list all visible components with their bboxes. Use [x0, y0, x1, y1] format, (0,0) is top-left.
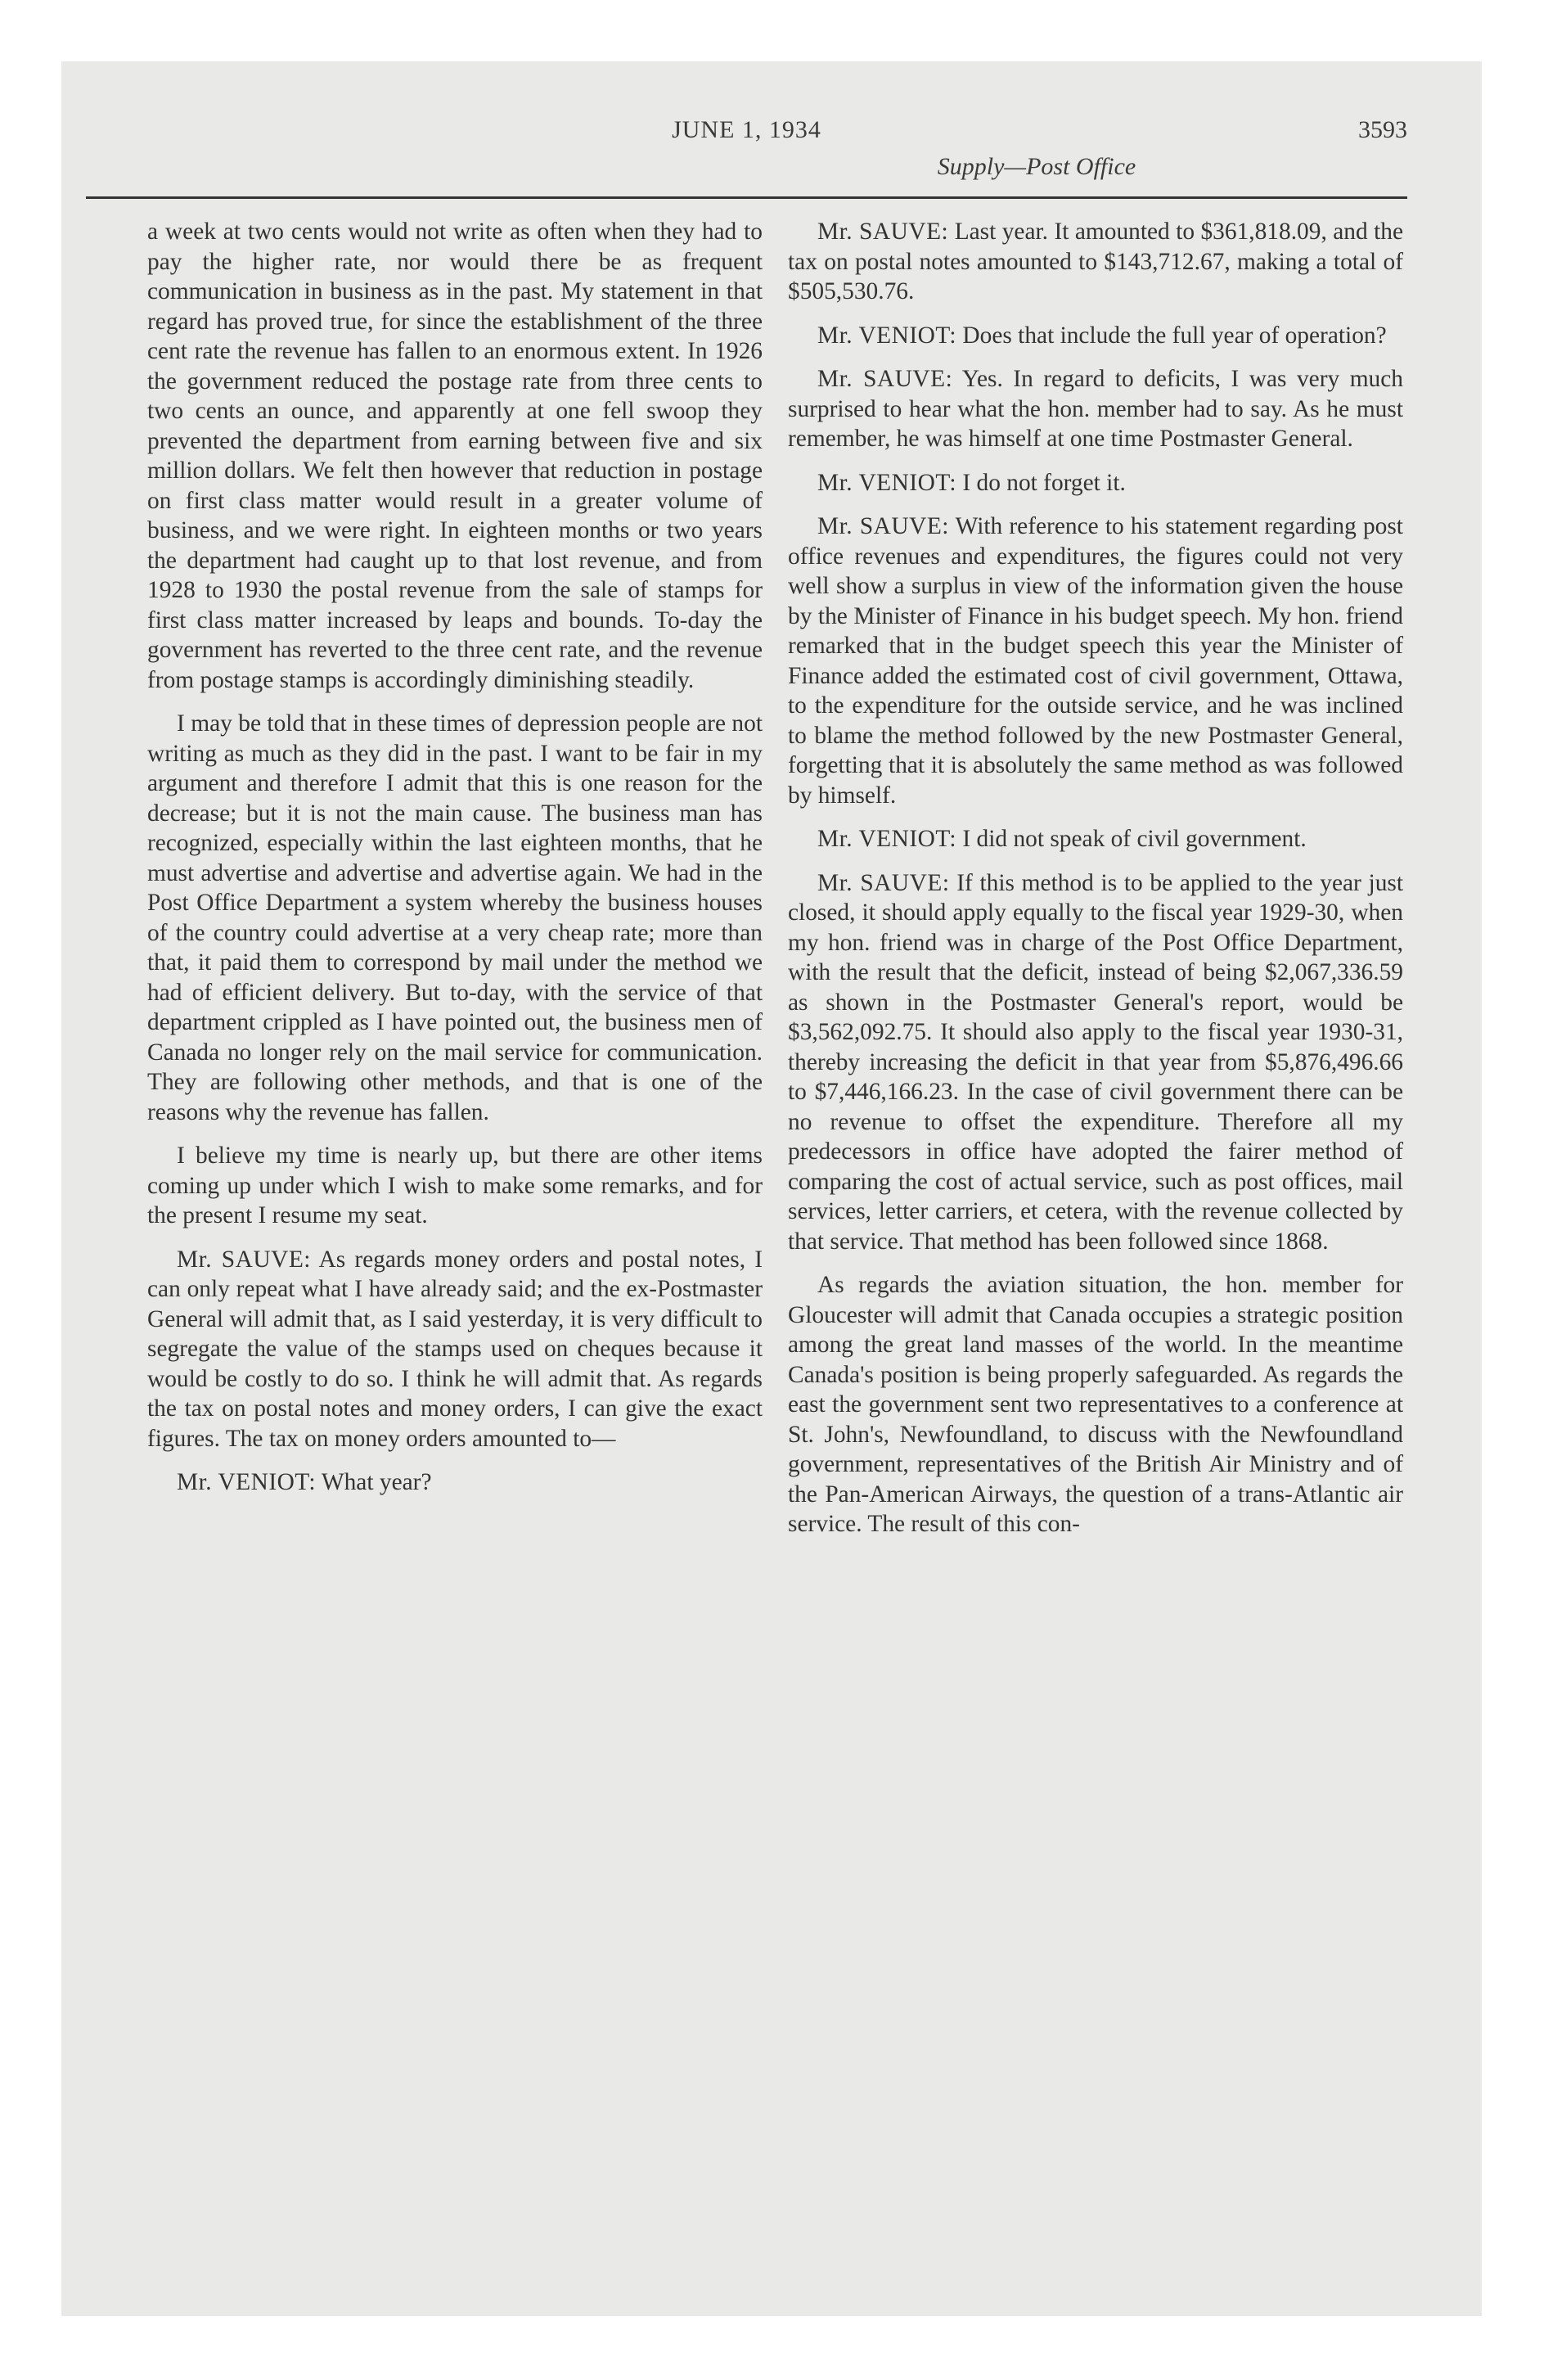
paragraph-text: What year? [321, 1469, 432, 1495]
paragraph-text: As regards the aviation situation, the hon. member for Gloucester will admit that Canada occupies a strategic position among the great land masses of the world. In the meantime Canada's position is being properly safeguarded. As regards the east the government sent two representatives to a conference at St. John's, Newfoundland, to discuss with the Newfoundland government, representatives of the British Air Ministry and of the Pan-American Airways, the question of a trans-Atlantic air service. The result of this con- [788, 1272, 1403, 1537]
paragraph-text: I believe my time is nearly up, but there are other items coming up under which I wish to make some remarks, and for the present I resume my seat. [147, 1143, 763, 1228]
speech-paragraph [788, 321, 1403, 351]
speaker-name: Mr. SAUVE: [817, 219, 949, 245]
paragraph [788, 1270, 1403, 1539]
paragraph-text: I may be told that in these times of depression people are not writing as much as they did in the past. I want to be fair in my argument and therefore I admit that this is one reason for the decrease; but it is not the main cause. The business man has recognized, especially within the last eighteen months, that he must advertise and advertise and advertise again. We had in the Post Office Department a system whereby the business houses of the country could advertise at a very cheap rate; more than that, it paid them to correspond by mail under the method we had of efficient delivery. But to-day, with the service of that department crippled as I have pointed out, the business men of Canada no longer rely on the mail service for communication. They are following other methods, and that is one of the reasons why the revenue has fallen. [147, 710, 763, 1125]
paragraph [147, 709, 763, 1127]
speaker-name: Mr. VENIOT: [177, 1469, 317, 1495]
speech-paragraph [788, 364, 1403, 454]
speech-paragraph [788, 824, 1403, 854]
speaker-name: Mr. VENIOT: [817, 322, 957, 349]
header-rule [86, 196, 1407, 199]
right-column [788, 217, 1403, 1553]
header-section-title: Supply—Post Office [937, 153, 1136, 180]
speech-paragraph [147, 1245, 763, 1454]
speaker-name: Mr. VENIOT: [817, 826, 957, 852]
speech-paragraph [788, 217, 1403, 307]
speech-paragraph [788, 868, 1403, 1257]
speech-paragraph [788, 468, 1403, 498]
paragraph [147, 1141, 763, 1231]
paragraph-text: Yes. In regard to deficits, I was very much surprised to hear what the hon. member had to say. As he must remember, he was himself at one time Postmaster General. [788, 366, 1403, 452]
speaker-name: Mr. VENIOT: [817, 469, 957, 496]
speaker-name: Mr. SAUVE: [177, 1246, 311, 1273]
page-header [86, 116, 1407, 198]
paragraph-text: Last year. It amounted to $361,818.09, and the tax on postal notes amounted to $143,712.67, making a total of $505,530.76. [788, 219, 1404, 304]
paragraph-text: If this method is to be applied to the year just closed, it should apply equally to the fiscal year 1929-30, when my hon. friend was in charge of the Post Office Department, with the result that the deficit, instead of being $2,067,336.59 as shown in the Postmaster General's report, would be $3,562,092.75. It should also apply to the fiscal year 1930-31, thereby increasing the deficit in that year from $5,876,496.66 to $7,446,166.23. In the case of civil government there can be no revenue to offset the expenditure. Therefore all my predecessors in office have adopted the fairer method of comparing the cost of actual service, such as post offices, mail services, letter carriers, et cetera, with the revenue collected by that service. That method has been followed since 1868. [788, 869, 1403, 1255]
paragraph [147, 217, 763, 695]
paragraph-text: a week at two cents would not write as often when they had to pay the higher rate, nor would there be as frequent communication in business as in the past. My statement in that regard has proved true, for since the establishment of the three cent rate the revenue has fallen to an enormous extent. In 1926 the government reduced the postage rate from three cents to two cents an ounce, and apparently at one fell swoop they prevented the department from earning between five and six million dollars. We felt then however that reduction in postage on first class matter would result in a greater volume of business, and we were right. In eighteen months or two years the department had caught up to that lost revenue, and from 1928 to 1930 the postal revenue from the sale of stamps for first class matter increased by leaps and bounds. To-day the government has reverted to the three cent rate, and the revenue from postage stamps is accordingly diminishing steadily. [147, 219, 763, 693]
speaker-name: Mr. SAUVE: [817, 513, 949, 539]
speaker-name: Mr. SAUVE: [817, 366, 953, 392]
speech-paragraph [788, 512, 1403, 810]
speaker-name: Mr. SAUVE: [817, 869, 950, 896]
paragraph-text: I do not forget it. [962, 469, 1126, 496]
paragraph-text: As regards money orders and postal notes, I can only repeat what I have already said; and the ex-Postmaster General will admit that, as I said yesterday, it is very difficult to segregate the value of the stamps used on cheques because it would be costly to do so. I think he will admit that. As regards the tax on postal notes and money orders, I can give the exact figures. The tax on money orders amounted to— [147, 1246, 763, 1452]
paragraph-text: Does that include the full year of operation? [962, 322, 1387, 349]
left-column [147, 217, 763, 1512]
paragraph-text: I did not speak of civil government. [962, 826, 1307, 852]
header-date: JUNE 1, 1934 [672, 116, 821, 143]
header-page-number: 3593 [1358, 116, 1407, 143]
speech-paragraph [147, 1467, 763, 1498]
paragraph-text: With reference to his statement regarding post office revenues and expenditures, the figures could not very well show a surplus in view of the information given the house by the Minister of Finance in his budget speech. My hon. friend remarked that in the budget speech this year the Minister of Finance added the estimated cost of civil government, Ottawa, to the expenditure for the outside service, and he was inclined to blame the method followed by the new Postmaster General, forgetting that it is absolutely the same method as was followed by himself. [788, 513, 1403, 809]
